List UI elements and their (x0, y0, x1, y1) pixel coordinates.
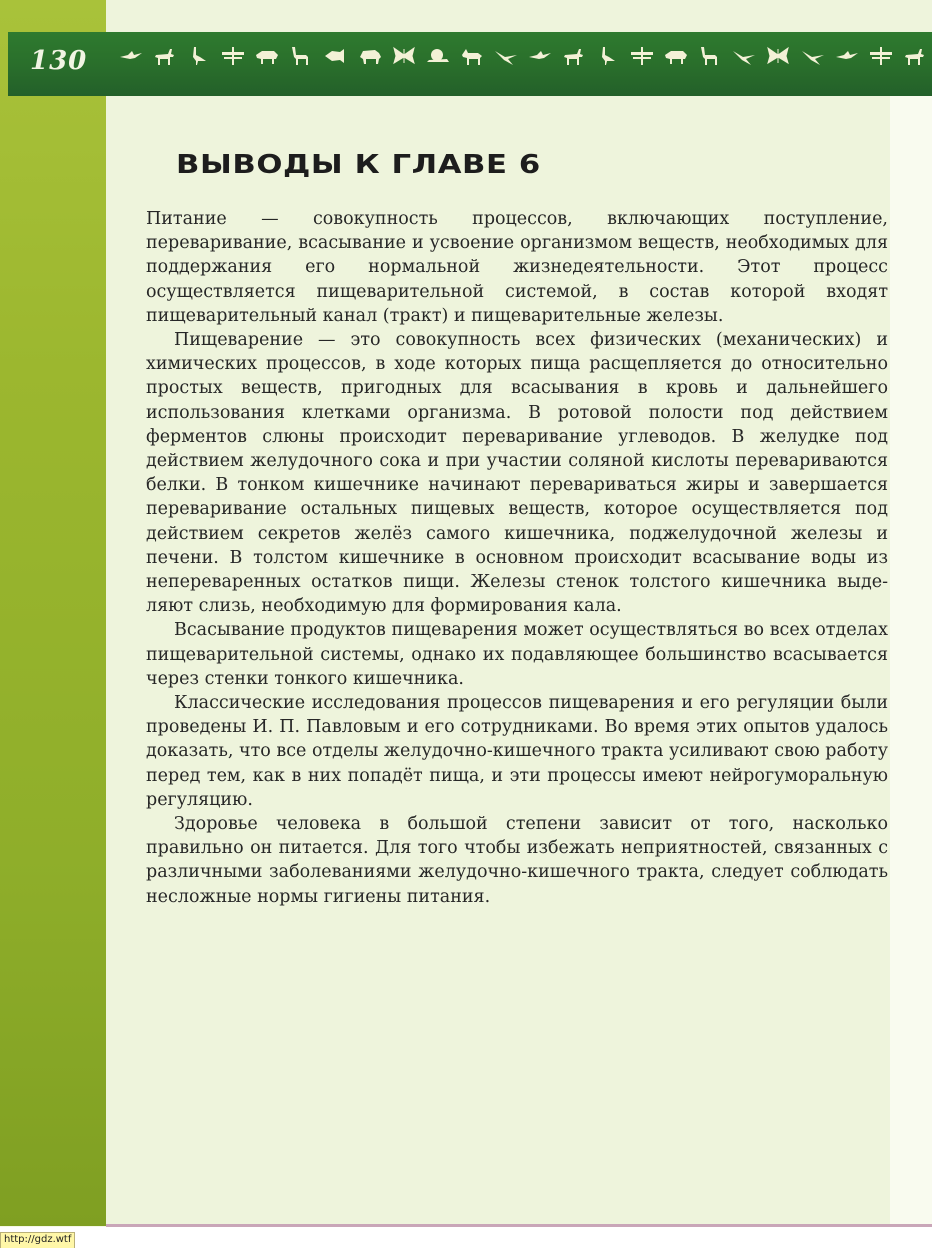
swallow-icon (493, 45, 519, 67)
page-number: 130 (30, 46, 88, 76)
watermark-link[interactable]: http://gdz.wtf (0, 1232, 75, 1248)
bird-icon (834, 45, 860, 67)
deer-icon (902, 45, 928, 67)
right-margin (890, 96, 932, 1226)
paragraph-digestion: Пищеварение — это совокупность всех физических (механических) и химических процессов, в ходе которых пища расщепляется до относительно простых веществ, пригодных для всасывания в кровь и дальнейшего использования клетками организма. В ротовой полости под действием ферментов слюны происходит переваривание углеводов. В желудке под действием желудочного сока и при участии соляной кислоты перевариваются белки. В тонком кишечнике начинают перевариваться жиры и завершается переваривание остальных пищевых веществ, которое осуществляется под действием секретов желёз самого кишечника, поджелудочной железы и печени. В толстом кишечнике в основном происходит всасывание воды из непереваренных остатков пищи. Железы стенок толстого кишечника выделяют слизь, необходимую для формирования кала. (146, 330, 888, 617)
chapter-title: ВЫВОДЫ К ГЛАВЕ 6 (176, 150, 541, 180)
paragraph-absorption: Всасывание продуктов пищеварения может осуществляться во всех отделах пищеварительной системы, однако их подавляющее большинство всасывается через стенки тонкого кишечника. (146, 620, 888, 689)
butterfly-icon (391, 45, 417, 67)
deer-icon (152, 45, 178, 67)
heron-icon (595, 45, 621, 67)
bird-icon (527, 45, 553, 67)
butterfly-icon (765, 45, 791, 67)
swallow-icon (800, 45, 826, 67)
bottom-margin (0, 1227, 932, 1248)
goat-icon (459, 45, 485, 67)
animal-silhouette-strip (118, 38, 928, 74)
top-margin (106, 0, 932, 32)
deer-icon (561, 45, 587, 67)
boar-icon (254, 45, 280, 67)
snail-icon (425, 45, 451, 67)
chapter-summary-text (146, 207, 888, 909)
dragonfly-icon (220, 45, 246, 67)
paragraph-nutrition: Питание — совокупность процессов, включающих поступление, переваривание, всасывание и усвоение организмом веществ, необходимых для поддержания его нормальной жизнедеятельности. Этот процесс осуществляется пищеварительной системой, в состав которой входят пищеварительный канал (тракт) и пищеварительные железы. (146, 209, 888, 326)
bear-icon (357, 45, 383, 67)
dragonfly-icon (629, 45, 655, 67)
dragonfly-icon (868, 45, 894, 67)
paragraph-health-hygiene: Здоровье человека в большой степени зависит от того, насколько правильно он питается. Для того чтобы избежать неприятностей, связанных с различными заболеваниями желудочно-кишечного тракта, следует соблюдать несложные нормы гигиены питания. (146, 814, 888, 907)
giraffe-icon (288, 45, 314, 67)
left-color-strip (0, 0, 106, 1226)
swallow-icon (731, 45, 757, 67)
bird-icon (118, 45, 144, 67)
boar-icon (663, 45, 689, 67)
paragraph-pavlov-research: Классические исследования процессов пищеварения и его регуляции были проведены И. П. Павловым и его сотрудниками. Во время этих опытов удалось доказать, что все отделы желудочно-кишечного тракта усиливают свою работу перед тем, как в них попадёт пища, и эти процессы имеют нейрогуморальную регуляцию. (146, 693, 888, 810)
giraffe-icon (697, 45, 723, 67)
fish-icon (322, 45, 348, 67)
heron-icon (186, 45, 212, 67)
